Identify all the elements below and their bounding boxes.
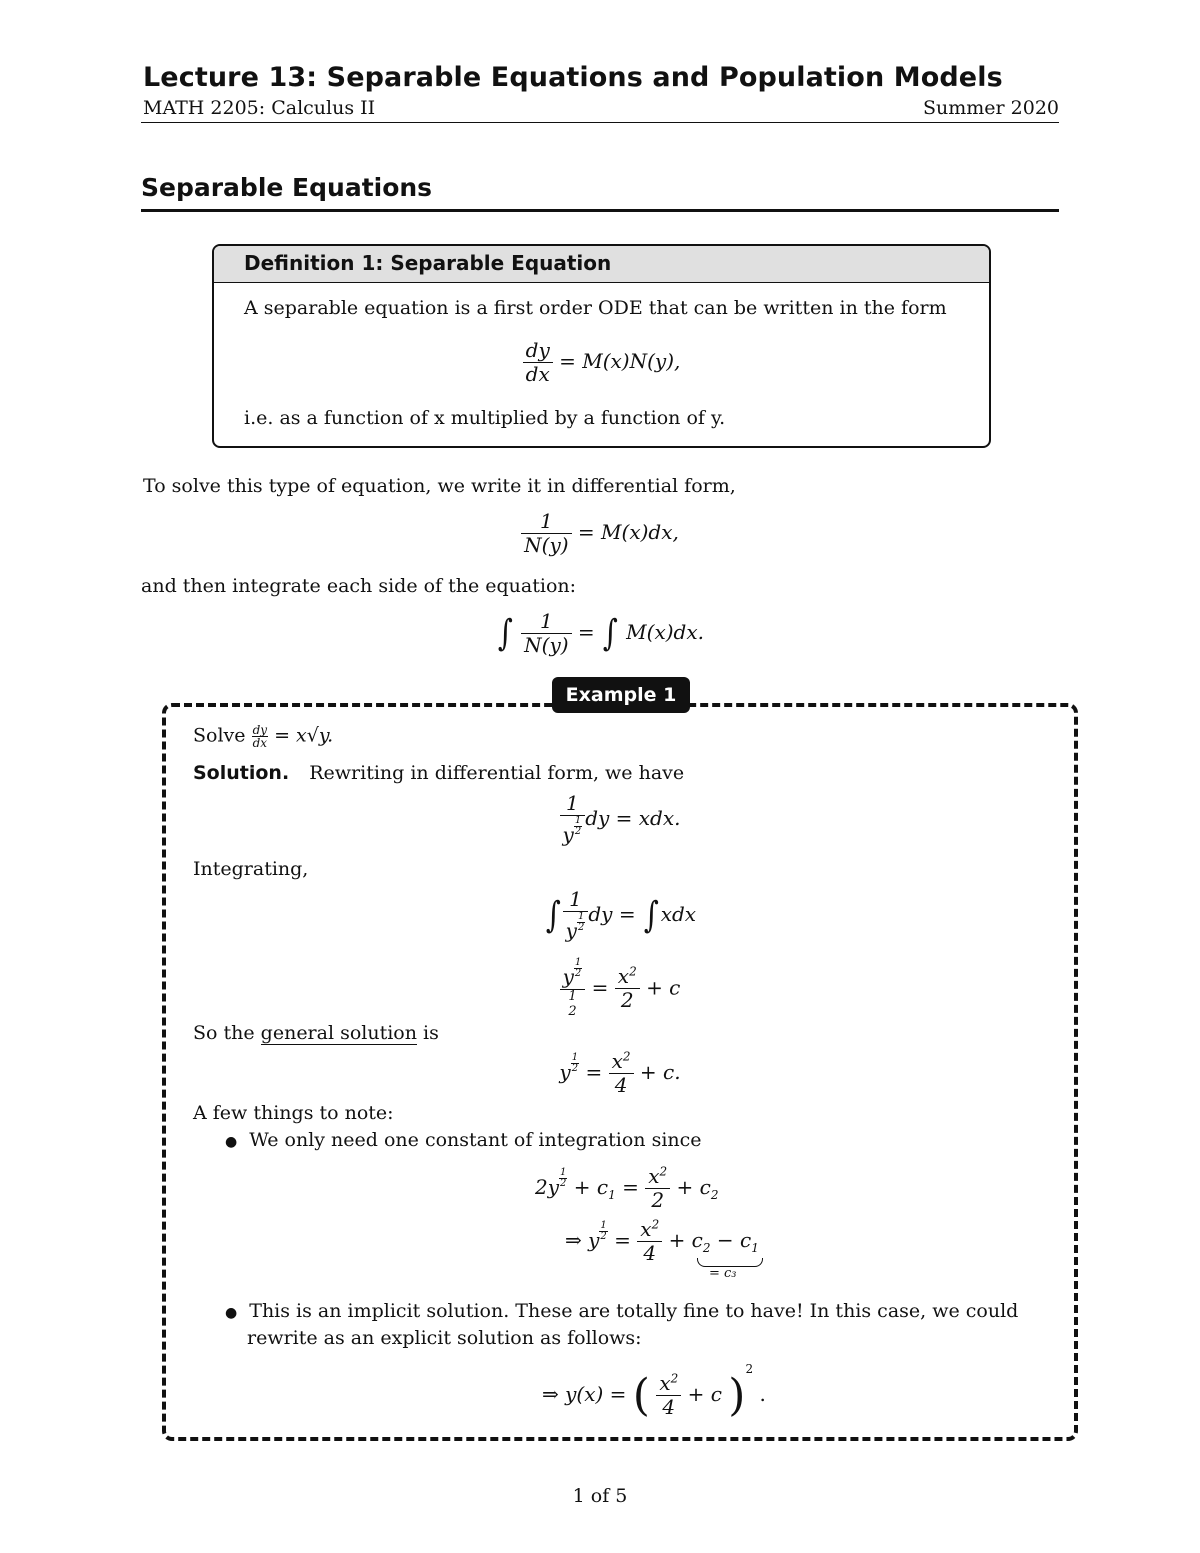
fraction-numerator: 1 xyxy=(521,510,571,534)
fraction-numerator: 1 xyxy=(521,610,571,634)
fraction-denominator: dx xyxy=(525,362,550,386)
prompt-rhs: = x√y. xyxy=(274,724,334,747)
equation-rhs: M(x)dx. xyxy=(626,620,704,644)
integral-sign: ∫ xyxy=(497,613,513,654)
general-suffix: is xyxy=(423,1022,439,1044)
prompt-prefix: Solve xyxy=(193,724,246,747)
definition-equation xyxy=(214,339,989,386)
general-solution-term: general solution xyxy=(260,1022,417,1044)
bullet-1 xyxy=(225,1129,702,1151)
integral-equation: ∫ $\frac{1}{N(y)}$ = ∫ M(x)dx. xyxy=(497,609,704,657)
fraction-numerator: dy xyxy=(523,339,553,363)
integrating-label: Integrating, xyxy=(193,858,309,880)
definition-text: A separable equation is a first order ODE that can be written in the form xyxy=(244,297,947,319)
example-prompt xyxy=(193,724,333,749)
example-label: Example 1 xyxy=(552,677,690,713)
definition-heading: Definition 1: Separable Equation xyxy=(244,251,612,275)
course-name: MATH 2205: Calculus II xyxy=(143,97,376,119)
solution-text: Rewriting in differential form, we have xyxy=(309,762,685,784)
bullet-icon: ● xyxy=(225,1305,238,1321)
definition-box xyxy=(212,244,991,448)
term: Summer 2020 xyxy=(922,97,1059,119)
section-heading: Separable Equations xyxy=(141,173,433,202)
explicit-solution-equation: ⇒ y(x) = ( $\frac{x^2}{4}$ + c )$^2$ . xyxy=(542,1362,766,1421)
example-eq-integral: ∫ 1 y $\frac{1}{2}$ dy = ∫xdx xyxy=(545,887,697,943)
bullet-2-text: This is an implicit solution. These are totally fine to have! In this case, we could xyxy=(249,1300,1019,1322)
general-prefix: So the xyxy=(193,1022,255,1044)
bullet-2 xyxy=(225,1300,1018,1322)
definition-note: i.e. as a function of x multiplied by a function of y. xyxy=(244,407,726,429)
page-number: 1 of 5 xyxy=(572,1485,628,1507)
solution-label: Solution. xyxy=(193,762,290,784)
notes-intro: A few things to note: xyxy=(193,1102,394,1124)
fraction-denominator: N(y) xyxy=(524,533,569,557)
definition-header xyxy=(214,246,989,283)
example-eq-evaluated: y $\frac{1}{2}$ 1 2 = $\frac{x^2}{2}$ + c xyxy=(0,958,1200,1020)
equation-rhs: = M(x)dx, xyxy=(577,520,679,544)
constants-equation-2: ⇒ y $\frac{1}{2}$ = $\frac{x^2}{4}$ + $c_2 - c_1$ xyxy=(565,1217,759,1265)
example-eq-differential: 1 y $\frac{1}{2}$ dy = xdx. xyxy=(0,792,1200,847)
page-title: Lecture 13: Separable Equations and Population Models xyxy=(143,62,1003,93)
general-solution-line xyxy=(193,1022,439,1044)
dydx-fraction xyxy=(523,339,553,386)
differential-form-equation xyxy=(0,510,1200,557)
fraction-denominator: N(y) xyxy=(524,633,569,657)
body-paragraph-1: To solve this type of equation, we write it in differential form, xyxy=(143,475,736,497)
body-paragraph-2: and then integrate each side of the equation: xyxy=(141,575,577,597)
integral-sign: ∫ xyxy=(602,613,618,654)
bullet-1-text: We only need one constant of integration since xyxy=(249,1129,702,1151)
solution-line xyxy=(193,762,684,784)
bullet-icon: ● xyxy=(225,1134,238,1150)
dydx-inline-fraction: $\frac{dy}{dx}$ xyxy=(252,723,268,750)
constants-equation-1: 2y $\frac{1}{2}$ + $c_1$ = $\frac{x^2}{2}$ + $c_2$ xyxy=(535,1164,719,1212)
general-solution-equation: y $\frac{1}{2}$ = $\frac{x^2}{4}$ + c. xyxy=(559,1049,681,1097)
brace-label: = c₃ xyxy=(709,1266,737,1281)
bullet-2-continued: rewrite as an explicit solution as follows: xyxy=(247,1327,642,1349)
section-rule xyxy=(141,209,1059,212)
header-rule xyxy=(141,122,1059,123)
equation-rhs: = M(x)N(y), xyxy=(559,349,681,373)
